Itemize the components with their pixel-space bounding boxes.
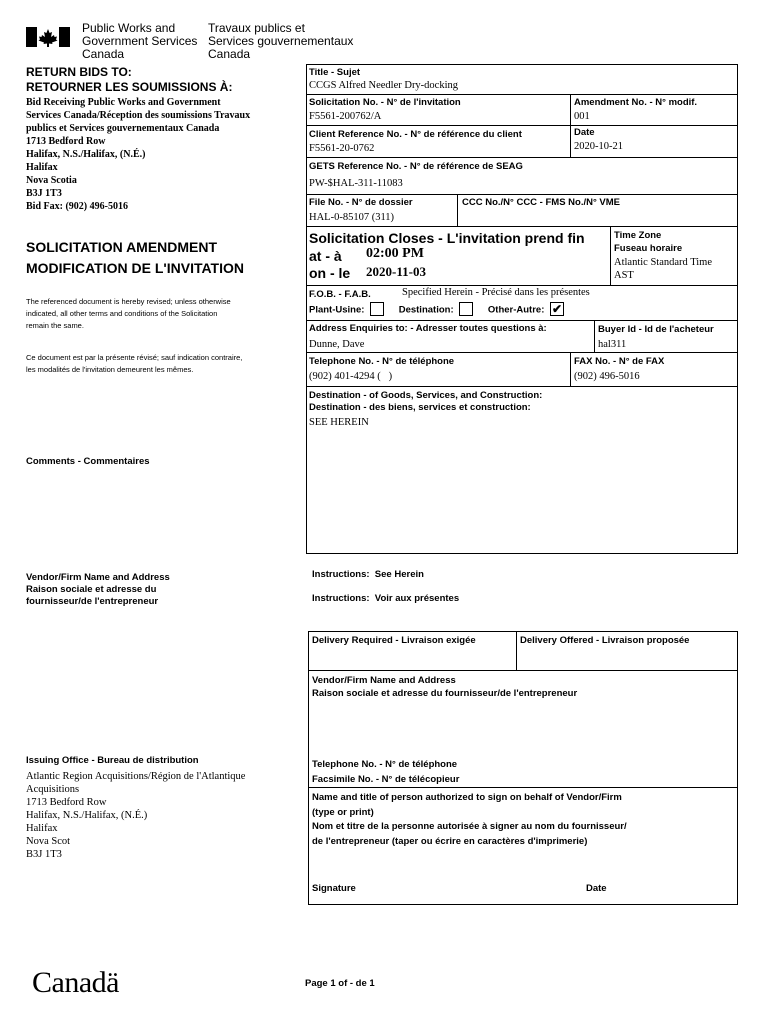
address-line: B3J 1T3 xyxy=(26,188,62,199)
fob-options xyxy=(309,303,567,317)
time-zone-value xyxy=(614,256,712,282)
dept-en-line: Canada xyxy=(82,47,125,61)
vendor-facsimile-label: Facsimile No. - N° de télécopieur xyxy=(312,774,460,785)
vendor-label-line: fournisseur/de l'entrepreneur xyxy=(26,596,159,607)
solicitation-no-value: F5561-200762/A xyxy=(309,111,382,122)
address-line: Bid Fax: (902) 496-5016 xyxy=(26,201,128,212)
comments-label: Comments - Commentaires xyxy=(26,456,150,467)
buyer-id-value: hal311 xyxy=(598,339,627,350)
rule xyxy=(306,226,738,227)
buyer-id-label: Buyer Id - Id de l'acheteur xyxy=(598,324,714,335)
fob-value: Specified Herein - Précisé dans les présentes xyxy=(402,287,590,298)
note-line: Ce document est par la présente révisé; sauf indication contraire, xyxy=(26,353,243,362)
address-line: Services Canada/Réception des soumissions Travaux xyxy=(26,110,251,121)
rule xyxy=(306,285,738,286)
issuing-line: Acquisitions xyxy=(26,784,80,795)
title-value: CCGS Alfred Needler Dry-docking xyxy=(309,80,459,91)
canada-wordmark: Canadä xyxy=(32,966,119,999)
date-label: Date xyxy=(574,127,595,138)
address-line: publics et Services gouvernementaux Canada xyxy=(26,123,220,134)
issuing-line: Halifax, N.S./Halifax, (N.É.) xyxy=(26,810,148,821)
plant-label: Plant-Usine: xyxy=(309,304,365,316)
dept-fr-line: Travaux publics et xyxy=(208,21,305,35)
amendment-title xyxy=(26,237,244,279)
closes-at-label: at - à xyxy=(309,248,342,264)
address-line: Halifax xyxy=(26,162,58,173)
rule xyxy=(516,631,517,670)
rule xyxy=(308,787,738,788)
note-line: indicated, all other terms and conditions of the Solicitation xyxy=(26,309,218,318)
amendment-no-value: 001 xyxy=(574,111,590,122)
dept-en-line: Public Works and xyxy=(82,21,176,35)
destination-goods-line: Destination - des biens, services et construction: xyxy=(309,402,531,413)
closes-at-value: 02:00 PM xyxy=(366,246,424,261)
issuing-line: Nova Scot xyxy=(26,836,71,847)
dept-fr-line: Services gouvernementaux xyxy=(208,34,354,48)
signature-label: Signature xyxy=(312,883,356,894)
tz-value-line: Atlantic Standard Time xyxy=(614,257,712,268)
telephone-label: Telephone No. - N° de téléphone xyxy=(309,356,455,367)
solicitation-no-label: Solicitation No. - N° de l'invitation xyxy=(309,97,461,108)
revision-note-fr xyxy=(26,352,242,376)
rule xyxy=(306,157,738,158)
destination-label: Destination: xyxy=(398,304,454,316)
closes-on-value: 2020-11-03 xyxy=(366,264,426,279)
vendor-label-line: Vendor/Firm Name and Address xyxy=(312,675,456,686)
destination-goods-value: SEE HEREIN xyxy=(309,417,369,428)
ccc-no-label: CCC No./N° CCC - FMS No./N° VME xyxy=(462,197,621,208)
address-line: Bid Receiving Public Works and Government xyxy=(26,97,221,108)
dept-en-line: Government Services xyxy=(82,34,198,48)
note-line: les modalités de l'invitation demeurent les mêmes. xyxy=(26,365,194,374)
delivery-offered-label: Delivery Offered - Livraison proposée xyxy=(520,635,690,646)
issuing-line: Halifax xyxy=(26,823,58,834)
amend-title-fr: MODIFICATION DE L'INVITATION xyxy=(26,260,244,276)
vendor-telephone-label: Telephone No. - N° de téléphone xyxy=(312,759,458,770)
time-zone-label xyxy=(614,229,682,255)
issuing-line: 1713 Bedford Row xyxy=(26,797,107,808)
fax-label: FAX No. - N° de FAX xyxy=(574,356,665,367)
destination-goods-label xyxy=(309,390,542,414)
file-no-label: File No. - N° de dossier xyxy=(309,197,413,208)
signer-label-line: Name and title of person authorized to sign on behalf of Vendor/Firm xyxy=(312,792,622,803)
rule xyxy=(570,352,571,386)
address-enquiries-label: Address Enquiries to: - Adresser toutes questions à: xyxy=(309,323,547,334)
rule xyxy=(457,194,458,226)
file-no-value: HAL-0-85107 (311) xyxy=(309,212,395,223)
telephone-value: (902) 401-4294 ( ) xyxy=(309,371,393,382)
department-name-en xyxy=(82,22,197,61)
canada-flag-icon xyxy=(26,27,70,47)
tz-label-en: Time Zone xyxy=(614,230,662,241)
rule xyxy=(306,352,738,353)
rule xyxy=(594,320,595,352)
return-title-fr: RETOURNER LES SOUMISSIONS À: xyxy=(26,80,233,94)
fax-value: (902) 496-5016 xyxy=(574,371,640,382)
rule xyxy=(306,94,738,95)
address-line: 1713 Bedford Row xyxy=(26,136,106,147)
issuing-office-label: Issuing Office - Bureau de distribution xyxy=(26,755,199,766)
department-name-fr xyxy=(208,22,353,61)
rule xyxy=(306,386,738,387)
rule xyxy=(570,94,571,157)
return-address xyxy=(26,96,250,213)
issuing-line: Atlantic Region Acquisitions/Région de l'Atlantique xyxy=(26,771,246,782)
revision-note-en xyxy=(26,296,231,332)
other-checkbox[interactable]: ✔ xyxy=(551,302,563,316)
rule xyxy=(610,226,611,285)
date-value: 2020-10-21 xyxy=(574,141,623,152)
rule xyxy=(306,125,738,126)
signature-date-label: Date xyxy=(586,883,607,894)
gets-ref-value: PW-$HAL-311-11083 xyxy=(309,178,403,189)
closes-on-label: on - le xyxy=(309,265,351,281)
signer-label-line: de l'entrepreneur (taper ou écrire en caractères d'imprimerie) xyxy=(312,835,588,847)
solicitation-closes-title: Solicitation Closes - L'invitation prend fin xyxy=(309,230,585,246)
delivery-required-label: Delivery Required - Livraison exigée xyxy=(312,635,476,646)
plant-checkbox[interactable] xyxy=(370,302,384,316)
note-line: remain the same. xyxy=(26,321,84,330)
amend-title-en: SOLICITATION AMENDMENT xyxy=(26,239,218,255)
instructions-fr: Instructions: Voir aux présentes xyxy=(312,593,460,604)
amendment-no-label: Amendment No. - N° modif. xyxy=(574,97,698,108)
rule xyxy=(306,194,738,195)
return-title-en: RETURN BIDS TO: xyxy=(26,65,132,79)
destination-checkbox[interactable] xyxy=(459,302,473,316)
tz-label-fr: Fuseau horaire xyxy=(614,243,683,254)
address-line: Halifax, N.S./Halifax, (N.É.) xyxy=(26,149,146,160)
vendor-label-line: Raison sociale et adresse du xyxy=(26,584,157,595)
issuing-line: B3J 1T3 xyxy=(26,849,62,860)
return-bids-title xyxy=(26,65,232,95)
client-ref-label: Client Reference No. - N° de référence du client xyxy=(309,129,522,140)
vendor-label xyxy=(312,674,577,700)
other-label: Other-Autre: xyxy=(487,304,545,316)
tz-value-line: AST xyxy=(614,270,634,281)
title-label: Title - Sujet xyxy=(309,67,361,78)
address-enquiries-value: Dunne, Dave xyxy=(309,339,365,350)
client-ref-value: F5561-20-0762 xyxy=(309,143,375,154)
signer-label-line: (type or print) xyxy=(312,806,374,818)
vendor-label-left xyxy=(26,572,170,608)
address-line: Nova Scotia xyxy=(26,175,77,186)
destination-goods-line: Destination - of Goods, Services, and Construction: xyxy=(309,390,543,401)
signer-label-line: Nom et titre de la personne autorisée à signer au nom du fournisseur/ xyxy=(312,821,627,832)
vendor-label-line: Raison sociale et adresse du fournisseur/de l'entrepreneur xyxy=(312,688,578,699)
fob-label: F.O.B. - F.A.B. xyxy=(309,289,371,300)
instructions-en: Instructions: See Herein xyxy=(312,569,424,580)
note-line: The referenced document is hereby revised; unless otherwise xyxy=(26,297,231,306)
dept-fr-line: Canada xyxy=(208,47,251,61)
rule xyxy=(308,670,738,671)
vendor-label-line: Vendor/Firm Name and Address xyxy=(26,572,170,583)
page-number: Page 1 of - de 1 xyxy=(305,978,375,989)
gets-ref-label: GETS Reference No. - N° de référence de SEAG xyxy=(309,161,523,172)
issuing-office-address xyxy=(26,770,245,861)
authorized-signer-label xyxy=(312,791,627,849)
rule xyxy=(306,320,738,321)
